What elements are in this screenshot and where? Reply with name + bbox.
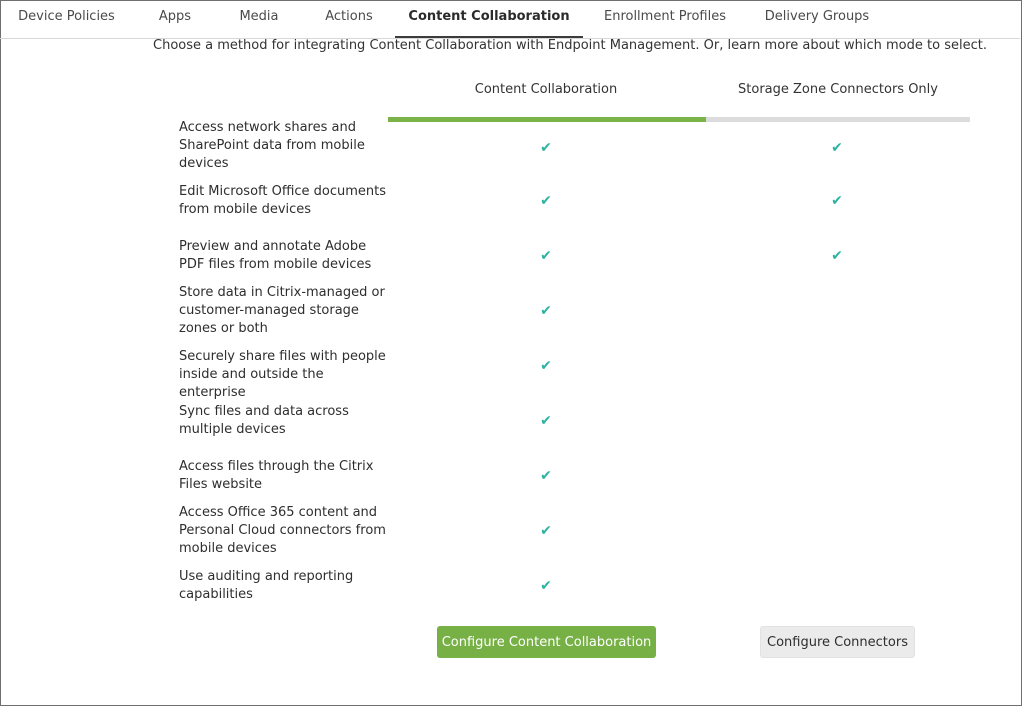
intro-text: Choose a method for integrating Content Collaboration with Endpoint Management. Or, learn more about which mode to select. [153, 38, 987, 53]
tab-enrollment-profiles[interactable]: Enrollment Profiles [603, 9, 726, 24]
tab-apps[interactable]: Apps [158, 9, 192, 24]
column-storage-zone-connectors[interactable]: Storage Zone Connectors Only [738, 82, 938, 97]
tab-device-policies[interactable]: Device Policies [18, 9, 115, 24]
feature-label: Use auditing and reporting capabilities [179, 569, 354, 602]
feature-label: Edit Microsoft Office documents from mobile devices [179, 184, 387, 217]
check-icon: ✔ [540, 140, 552, 156]
selected-column-indicator [388, 117, 706, 122]
feature-label: Access Office 365 content and Personal Cloud connectors from mobile devices [179, 505, 386, 556]
feature-label: Access files through the Citrix Files website [179, 459, 374, 492]
column-content-collaboration[interactable]: Content Collaboration [474, 82, 618, 97]
check-icon: ✔ [540, 248, 552, 264]
check-icon: ✔ [540, 193, 552, 209]
tab-content-collaboration[interactable]: Content Collaboration [395, 0, 583, 38]
configure-connectors-button[interactable]: Configure Connectors [760, 626, 915, 658]
feature-label: Store data in Citrix-managed or customer-managed storage zones or both [179, 285, 385, 336]
tab-media[interactable]: Media [239, 9, 279, 24]
check-icon: ✔ [540, 413, 552, 429]
check-icon: ✔ [540, 468, 552, 484]
tab-actions[interactable]: Actions [325, 9, 373, 24]
check-icon: ✔ [831, 193, 843, 209]
check-icon: ✔ [831, 140, 843, 156]
feature-label: Access network shares and SharePoint data from mobile devices [179, 120, 365, 171]
feature-label: Preview and annotate Adobe PDF files from mobile devices [179, 239, 372, 272]
check-icon: ✔ [540, 358, 552, 374]
check-icon: ✔ [831, 248, 843, 264]
tab-bar [0, 0, 1020, 39]
feature-label: Securely share files with people inside and outside the enterprise [179, 349, 386, 400]
feature-label: Sync files and data across multiple devices [179, 404, 349, 437]
check-icon: ✔ [540, 303, 552, 319]
check-icon: ✔ [540, 523, 552, 539]
check-icon: ✔ [540, 578, 552, 594]
configure-content-collaboration-button[interactable]: Configure Content Collaboration [437, 626, 656, 658]
tab-delivery-groups[interactable]: Delivery Groups [764, 9, 870, 24]
unselected-column-indicator [706, 117, 970, 122]
